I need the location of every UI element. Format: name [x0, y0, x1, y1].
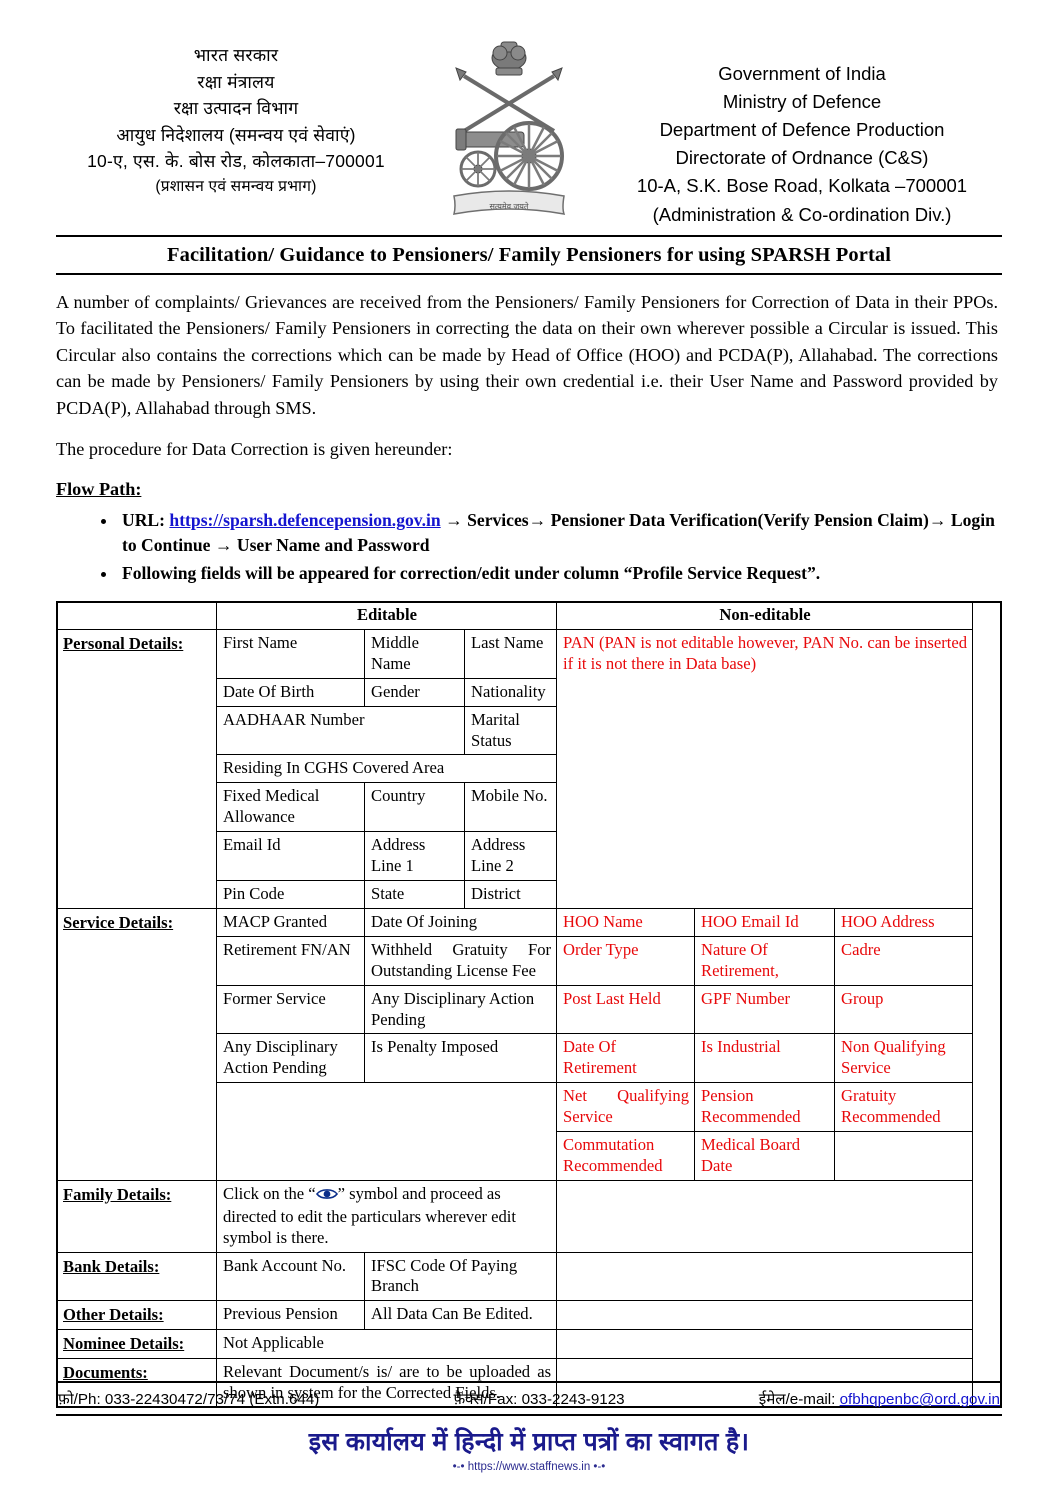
field-non-qualifying-service: Non Qualifying Service: [835, 1034, 973, 1083]
field-documents-note: Relevant Document/s is/ are to be uploaded as shown in system for the Corrected Fields.: [217, 1359, 557, 1408]
service-editable-empty-cell: [217, 1083, 557, 1181]
footer-phone: फ़ो/Ph: 033-22430472/73/74 (Extn.644): [58, 1391, 320, 1408]
letterhead-english-line-4: Directorate of Ordnance (C&S): [675, 147, 929, 169]
field-previous-pension: Previous Pension: [217, 1301, 365, 1330]
service-noneditable-empty-cell: [835, 1132, 973, 1181]
field-order-type: Order Type: [557, 936, 695, 985]
header-noneditable: Non-editable: [557, 602, 973, 630]
field-nationality: Nationality: [465, 678, 557, 706]
national-emblem-ordnance-crest-icon: [434, 36, 584, 226]
family-text-after-icon: ” symbol and proceed as directed to edit the particulars wherever edit symbol is there.: [223, 1183, 517, 1247]
field-hoo-email-id: HOO Email Id: [695, 908, 835, 936]
page-footer: [56, 1381, 1002, 1473]
field-ifsc-code: IFSC Code Of Paying Branch: [365, 1252, 557, 1301]
field-medical-board-date: Medical Board Date: [695, 1132, 835, 1181]
page-title: Facilitation/ Guidance to Pensioners/ Family Pensioners for using SPARSH Portal: [56, 237, 1002, 275]
letterhead-english-line-6: (Administration & Co-ordination Div.): [652, 203, 952, 225]
url-flow-rest: → Services→ Pensioner Data Verification(Verify Pension Claim)→ Login to Continue → User Name and Password: [122, 510, 995, 556]
emblem-container: [434, 34, 584, 226]
letterhead-english-line-1: Government of India: [718, 63, 886, 84]
section-label-nominee: Nominee Details:: [57, 1330, 217, 1359]
field-post-last-held: Post Last Held: [557, 985, 695, 1034]
flow-path-item-url: [118, 508, 1002, 559]
header-corner-cell: [57, 602, 217, 630]
field-state: State: [365, 880, 465, 908]
letterhead-english-line-3: Department of Defence Production: [659, 119, 945, 141]
field-nature-of-retirement: Nature Of Retirement,: [695, 936, 835, 985]
field-any-disciplinary-action-pending-1: Any Disciplinary Action Pending: [365, 985, 557, 1034]
field-address-line-1: Address Line 1: [365, 832, 465, 881]
other-noneditable-cell: [557, 1301, 973, 1330]
field-email-id: Email Id: [217, 832, 365, 881]
footer-site-watermark: •-• https://www.staffnews.in •-•: [452, 1461, 606, 1473]
field-gpf-number: GPF Number: [695, 985, 835, 1034]
field-district: District: [465, 880, 557, 908]
section-label-personal: Personal Details:: [57, 629, 217, 908]
field-all-data-can-be-edited: All Data Can Be Edited.: [365, 1301, 557, 1330]
family-text-before-icon: Click on the “: [223, 1183, 316, 1203]
field-date-of-birth: Date Of Birth: [217, 678, 365, 706]
letterhead-hindi-line-3: रक्षा उत्पादन विभाग: [173, 98, 299, 119]
flow-path-heading: Flow Path:: [56, 479, 142, 500]
field-mobile-no: Mobile No.: [465, 783, 557, 832]
noneditable-pan-note: PAN (PAN is not editable however, PAN No. can be inserted if it is not there in Data base): [557, 629, 973, 908]
field-country: Country: [365, 783, 465, 832]
svg-text:सत्यमेव जयते: सत्यमेव जयते: [489, 202, 529, 211]
table-header-row: [57, 602, 973, 630]
field-retirement-fn-an: Retirement FN/AN: [217, 936, 365, 985]
field-gender: Gender: [365, 678, 465, 706]
section-label-other: Other Details:: [57, 1301, 217, 1330]
correction-fields-table-wrapper: [56, 601, 1002, 1408]
field-middle-name: Middle Name: [365, 629, 465, 678]
table-row: [57, 908, 973, 936]
field-former-service: Former Service: [217, 985, 365, 1034]
table-row: [57, 629, 973, 678]
section-label-service: Service Details:: [57, 908, 217, 1180]
table-row: [57, 1330, 973, 1359]
procedure-paragraph: The procedure for Data Correction is given hereunder:: [56, 439, 453, 460]
family-instruction-cell: [217, 1180, 557, 1252]
letterhead-hindi-line-4: आयुध निदेशालय (समन्वय एवं सेवाएं): [116, 124, 356, 145]
nominee-noneditable-cell: [557, 1330, 973, 1359]
header-editable: Editable: [217, 602, 557, 630]
letterhead-hindi-block: [56, 34, 416, 199]
field-residing-in-cghs-covered-area: Residing In CGHS Covered Area: [217, 755, 557, 783]
letterhead: [56, 28, 1002, 233]
field-pin-code: Pin Code: [217, 880, 365, 908]
letterhead-hindi-line-2: रक्षा मंत्रालय: [197, 71, 275, 92]
field-any-disciplinary-action-pending-2: Any Disciplinary Action Pending: [217, 1034, 365, 1083]
field-first-name: First Name: [217, 629, 365, 678]
field-commutation-recommended: Commutation Recommended: [557, 1132, 695, 1181]
url-prefix-label: URL:: [122, 510, 170, 531]
letterhead-english-block: [602, 34, 1002, 229]
field-gratuity-recommended: Gratuity Recommended: [835, 1083, 973, 1132]
footer-email-link[interactable]: ofbhqpenbc@ord.gov.in: [839, 1391, 1000, 1408]
field-group: Group: [835, 985, 973, 1034]
letterhead-hindi-line-5: 10-ए, एस. के. बोस रोड, कोलकाता–700001: [87, 151, 385, 172]
field-cadre: Cadre: [835, 936, 973, 985]
sparsh-portal-link[interactable]: https://sparsh.defencepension.gov.in: [169, 510, 441, 531]
field-date-of-joining: Date Of Joining: [365, 908, 557, 936]
field-fixed-medical-allowance: Fixed Medical Allowance: [217, 783, 365, 832]
flow-path-item-fields: • Following fields will be appeared for correction/edit under column “Profile Service Request”.: [118, 561, 1002, 586]
field-pension-recommended: Pension Recommended: [695, 1083, 835, 1132]
letterhead-english-line-5: 10-A, S.K. Bose Road, Kolkata –700001: [636, 175, 968, 197]
field-aadhaar-number: AADHAAR Number: [217, 706, 465, 755]
field-macp-granted: MACP Granted: [217, 908, 365, 936]
section-label-documents: Documents:: [57, 1359, 217, 1408]
correction-fields-table: [56, 601, 973, 1408]
field-address-line-2: Address Line 2: [465, 832, 557, 881]
field-bank-account-no: Bank Account No.: [217, 1252, 365, 1301]
letterhead-hindi-line-1: भारत सरकार: [193, 45, 279, 65]
family-noneditable-cell: [557, 1180, 973, 1252]
footer-fax: फ़ैक्स/Fax: 033-2243-9123: [453, 1391, 625, 1408]
table-row: [57, 1180, 973, 1252]
footer-email-label: ईमेल/e-mail:: [758, 1391, 840, 1408]
letterhead-hindi-line-6: (प्रशासन एवं समन्वय प्रभाग): [155, 177, 317, 195]
footer-contact-row: [56, 1383, 1002, 1414]
field-is-penalty-imposed: Is Penalty Imposed: [365, 1034, 557, 1083]
field-is-industrial: Is Industrial: [695, 1034, 835, 1083]
section-label-bank: Bank Details:: [57, 1252, 217, 1301]
footer-email-block: [759, 1389, 1000, 1409]
field-last-name: Last Name: [465, 629, 557, 678]
field-hoo-address: HOO Address: [835, 908, 973, 936]
letterhead-english-line-2: Ministry of Defence: [722, 91, 882, 113]
field-withheld-gratuity: Withheld Gratuity For Outstanding License Fee: [365, 936, 557, 985]
bank-noneditable-cell: [557, 1252, 973, 1301]
table-row: [57, 1301, 973, 1330]
field-hoo-name: HOO Name: [557, 908, 695, 936]
table-row: [57, 1252, 973, 1301]
footer-hindi-note: इस कार्यालय में हिन्दी में प्राप्त पत्रों का स्वागत है।: [308, 1428, 750, 1456]
section-label-family: Family Details:: [57, 1180, 217, 1252]
field-date-of-retirement: Date Of Retirement: [557, 1034, 695, 1083]
field-net-qualifying-service: Net Qualifying Service: [557, 1083, 695, 1132]
flow-path-list: [56, 508, 1002, 586]
eye-edit-icon: [316, 1186, 338, 1207]
intro-paragraph: A number of complaints/ Grievances are received from the Pensioners/ Family Pensioners for Correction of Data in their PPOs. To facilitated the Pensioners/ Family Pensioners in correcting the data on their own wherever possible a Circular is issued. This Circular also contains the corrections which can be made by Head of Office (HOO) and PCDA(P), Allahabad. The corrections can be made by Pensioners/ Family Pensioners by using their own credential i.e. their User Name and Password provided by PCDA(P), Allahabad through SMS.: [56, 291, 998, 418]
field-marital-status: Marital Status: [465, 706, 557, 755]
field-nominee-not-applicable: Not Applicable: [217, 1330, 557, 1359]
